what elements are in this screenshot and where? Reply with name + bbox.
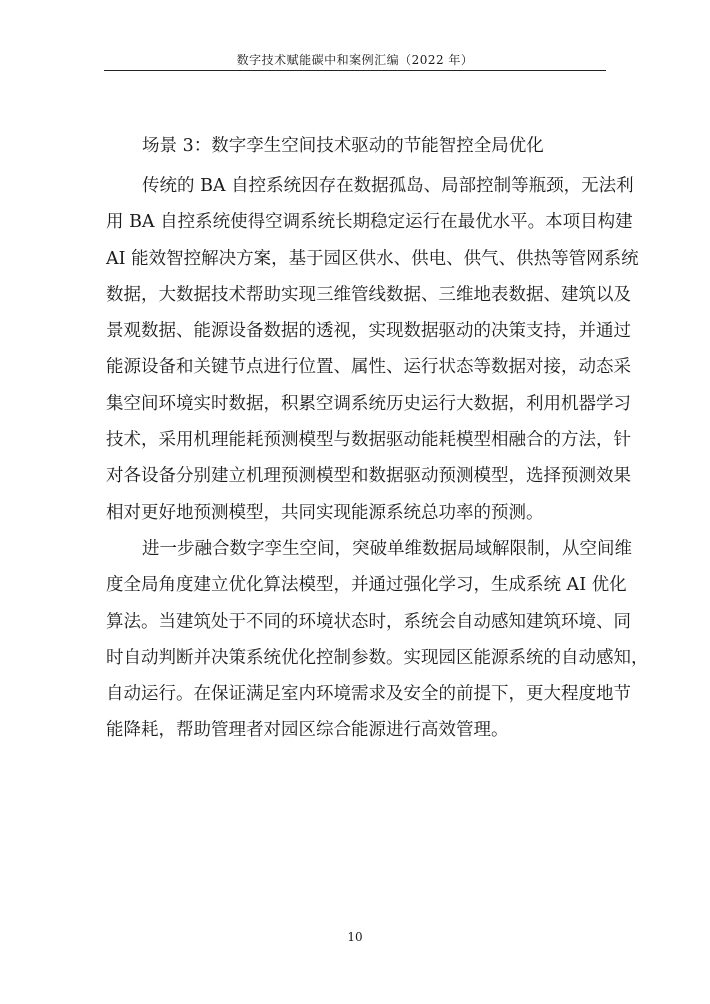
text-line: 技术，采用机理能耗预测模型与数据驱动能耗模型相融合的方法，针 (106, 430, 631, 451)
text-line: 用 BA 自控系统使得空调系统长期稳定运行在最优水平。本项目构建 (106, 212, 633, 233)
text-line: 度全局角度建立优化算法模型，并通过强化学习，生成系统 AI 优化 (106, 575, 627, 596)
header-divider (104, 70, 606, 71)
scene-title: 场景 3：数字孪生空间技术驱动的节能智控全局优化 (142, 136, 544, 156)
text-line: 能源设备和关键节点进行位置、属性、运行状态等数据对接，动态采 (106, 357, 631, 378)
page-number: 10 (347, 930, 363, 944)
text-line: 传统的 BA 自控系统因存在数据孤岛、局部控制等瓶颈，无法利 (142, 176, 634, 196)
text-line: 对各设备分别建立机理预测模型和数据驱动预测模型，选择预测效果 (106, 466, 631, 487)
text-line: 景观数据、能源设备数据的透视，实现数据驱动的决策支持，并通过 (106, 321, 631, 342)
paragraph-1 (106, 168, 639, 531)
paragraph-2 (106, 531, 649, 749)
text-line: 数据，大数据技术帮助实现三维管线数据、三维地表数据、建筑以及 (106, 284, 631, 305)
text-line: 集空间环境实时数据，积累空调系统历史运行大数据，利用机器学习 (106, 393, 631, 414)
document-body (106, 128, 649, 749)
text-line: 时自动判断并决策系统优化控制参数。实现园区能源系统的自动感知， (106, 647, 649, 668)
text-line: 算法。当建筑处于不同的环境状态时，系统会自动感知建筑环境、同 (106, 611, 631, 632)
text-line: 相对更好地预测模型，共同实现能源系统总功率的预测。 (106, 502, 544, 523)
text-line: AI 能效智控解决方案，基于园区供水、供电、供气、供热等管网系统 (106, 248, 639, 269)
text-line: 能降耗，帮助管理者对园区综合能源进行高效管理。 (106, 720, 509, 741)
text-line: 进一步融合数字孪生空间，突破单维数据局域解限制，从空间维 (142, 538, 632, 559)
page-header: 数字技术赋能碳中和案例汇编（2022 年） (236, 53, 474, 67)
text-line: 自动运行。在保证满足室内环境需求及安全的前提下，更大程度地节 (106, 684, 631, 705)
